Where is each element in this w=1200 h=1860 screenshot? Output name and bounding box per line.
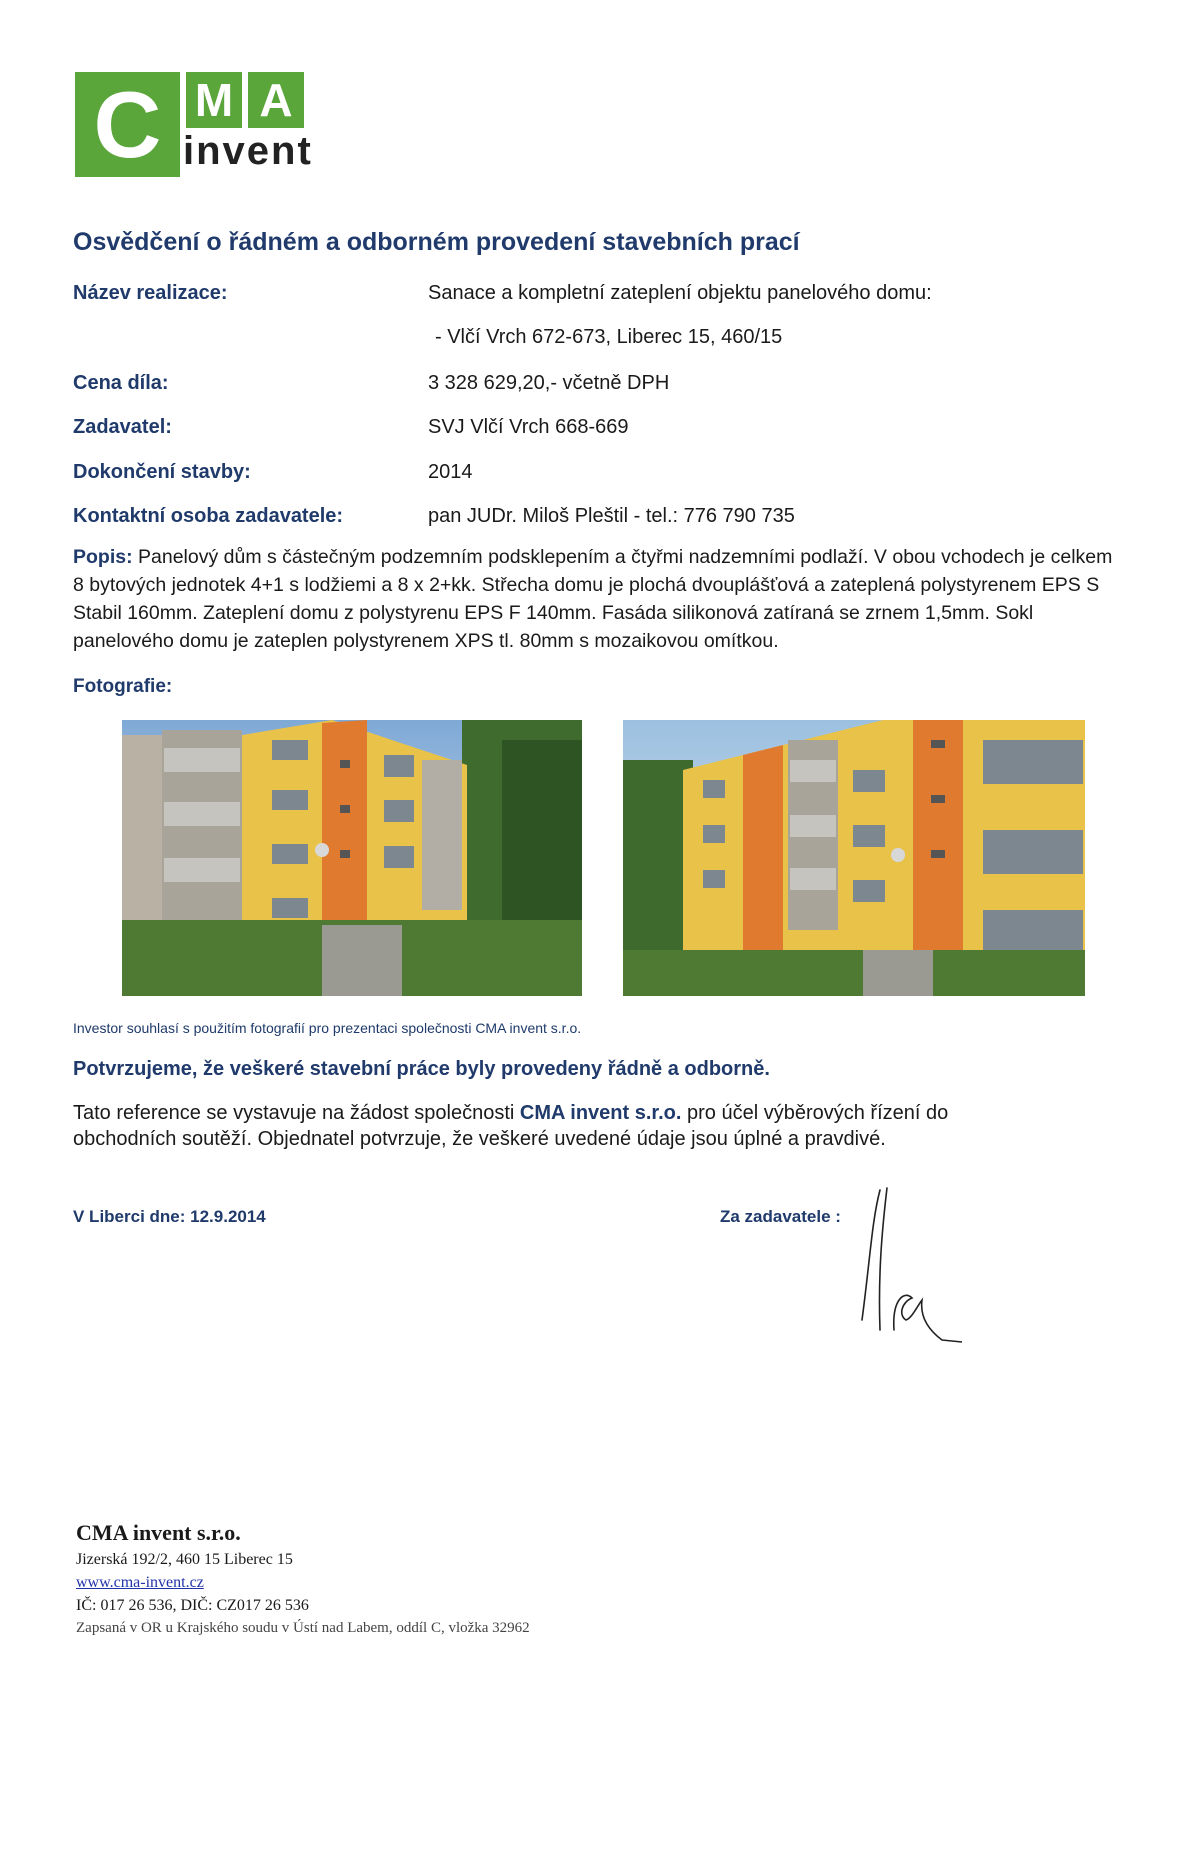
description-label: Popis: <box>73 546 133 568</box>
completion-label: Dokončení stavby: <box>73 461 251 483</box>
logo-word: invent <box>183 129 313 173</box>
issue-date: V Liberci dne: 12.9.2014 <box>73 1207 266 1226</box>
building-photo-image <box>122 720 582 996</box>
handwritten-signature <box>832 1180 962 1350</box>
project-name-value: Sanace a kompletní zateplení objektu panelového domu: <box>428 282 932 304</box>
description <box>73 543 1113 655</box>
client-value: SVJ Vlčí Vrch 668-669 <box>428 416 629 438</box>
client-label: Zadavatel: <box>73 416 172 438</box>
reference-statement <box>73 1100 973 1152</box>
project-address-value: - Vlčí Vrch 672-673, Liberec 15, 460/15 <box>435 326 783 348</box>
consent-note: Investor souhlasí s použitím fotografií pro prezentaci společnosti CMA invent s.r.o. <box>73 1020 582 1036</box>
project-name-label: Název realizace: <box>73 282 228 304</box>
footer-address: Jizerská 192/2, 460 15 Liberec 15 <box>76 1551 293 1568</box>
footer-company-name: CMA invent s.r.o. <box>76 1520 241 1545</box>
footer-register: Zapsaná v OR u Krajského soudu v Ústí nad Labem, oddíl C, vložka 32962 <box>76 1620 530 1636</box>
description-text: Panelový dům s částečným podzemním podsklepením a čtyřmi nadzemními podlaží. V obou vchodech je celkem 8 bytových jednotek 4+1 s lodžiemi a 8 x 2+kk. Střecha domu je plochá dvouplášťová a zateplená polystyrenem EPS S Stabil 160mm. Zateplení domu z polystyrenu EPS F 140mm. Fasáda silikonová zatíraná se zrnem 1,5mm. Sokl panelového domu je zateplen polystyrenem XPS tl. 80mm s mozaikovou omítkou. <box>73 546 1113 652</box>
price-value: 3 328 629,20,- včetně DPH <box>428 372 670 394</box>
reference-suffix: pro účel výběrových řízení do obchodních soutěží. Objednatel potvrzuje, že veškeré uvedené údaje jsou úplné a pravdivé. <box>73 1102 949 1150</box>
reference-company: CMA invent s.r.o. <box>519 1102 682 1124</box>
logo-letter-c: C <box>75 72 180 177</box>
completion-value: 2014 <box>428 461 473 483</box>
building-photo <box>623 720 1085 996</box>
signature-image <box>832 1180 962 1350</box>
confirmation-statement: Potvrzujeme, že veškeré stavební práce byly provedeny řádně a odborně. <box>73 1058 770 1080</box>
signature-label: Za zadavatele : <box>720 1207 841 1226</box>
logo-letter-a: A <box>248 72 304 128</box>
company-logo <box>75 72 325 177</box>
company-footer <box>76 1518 530 1639</box>
building-photo <box>122 720 582 996</box>
contact-label: Kontaktní osoba zadavatele: <box>73 505 344 527</box>
price-label: Cena díla: <box>73 372 169 394</box>
reference-prefix: Tato reference se vystavuje na žádost společnosti <box>73 1102 520 1124</box>
document-title: Osvědčení o řádném a odborném provedení stavebních prací <box>73 228 800 256</box>
logo-letter-m: M <box>186 72 242 128</box>
footer-ids: IČ: 017 26 536, DIČ: CZ017 26 536 <box>76 1597 309 1614</box>
contact-value: pan JUDr. Miloš Pleštil - tel.: 776 790 735 <box>428 505 795 527</box>
building-photo-image <box>623 720 1085 996</box>
footer-website-link[interactable]: www.cma-invent.cz <box>76 1574 204 1591</box>
photos-heading: Fotografie: <box>73 676 173 697</box>
